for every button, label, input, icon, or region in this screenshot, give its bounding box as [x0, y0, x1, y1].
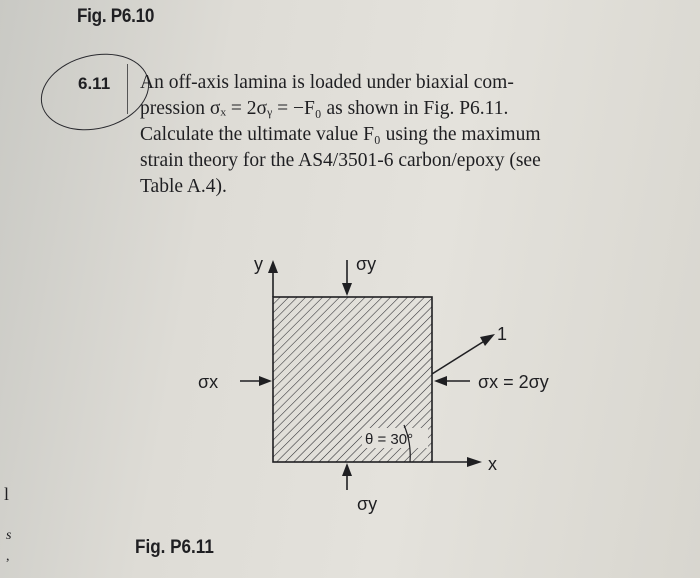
sigma-y-top-arrowhead [342, 283, 352, 296]
fiber-direction-line [432, 340, 486, 374]
margin-mark-comma: , [6, 549, 10, 564]
problem-line-3: Calculate the ultimate value F₀ using the maximum [140, 124, 541, 145]
sigma-y-top-label: σy [356, 254, 377, 274]
y-axis-label: y [254, 254, 263, 274]
y-axis-arrowhead [268, 260, 278, 273]
sigma-y-bottom-arrowhead [342, 463, 352, 476]
margin-mark-s: s [6, 528, 12, 543]
sigma-x-left-label: σx [198, 372, 219, 392]
problem-line-4: strain theory for the AS4/3501-6 carbon/epoxy (see [140, 150, 541, 171]
problem-line-1: An off-axis lamina is loaded under biaxial com- [140, 72, 514, 93]
problem-number: 6.11 [78, 74, 111, 93]
x-axis-label: x [488, 454, 497, 474]
problem-line-5: Table A.4). [140, 176, 227, 197]
figure-label-top: Fig. P6.10 [77, 6, 155, 27]
problem-line-2: pression σₓ = 2σᵧ = −F₀ as shown in Fig. P6.11. [140, 98, 509, 119]
margin-mark-l: l [4, 484, 10, 504]
sigma-x-right-arrowhead [434, 376, 447, 386]
sigma-y-bottom-label: σy [357, 494, 378, 514]
figure-label-bottom: Fig. P6.11 [135, 537, 214, 558]
fiber-direction-arrowhead [480, 334, 495, 346]
angle-label: θ = 30° [365, 431, 414, 448]
axis-1-label: 1 [497, 324, 508, 344]
x-axis-arrowhead [467, 457, 482, 467]
sigma-x-left-arrowhead [259, 376, 272, 386]
sigma-x-right-label: σx = 2σy [478, 372, 549, 392]
